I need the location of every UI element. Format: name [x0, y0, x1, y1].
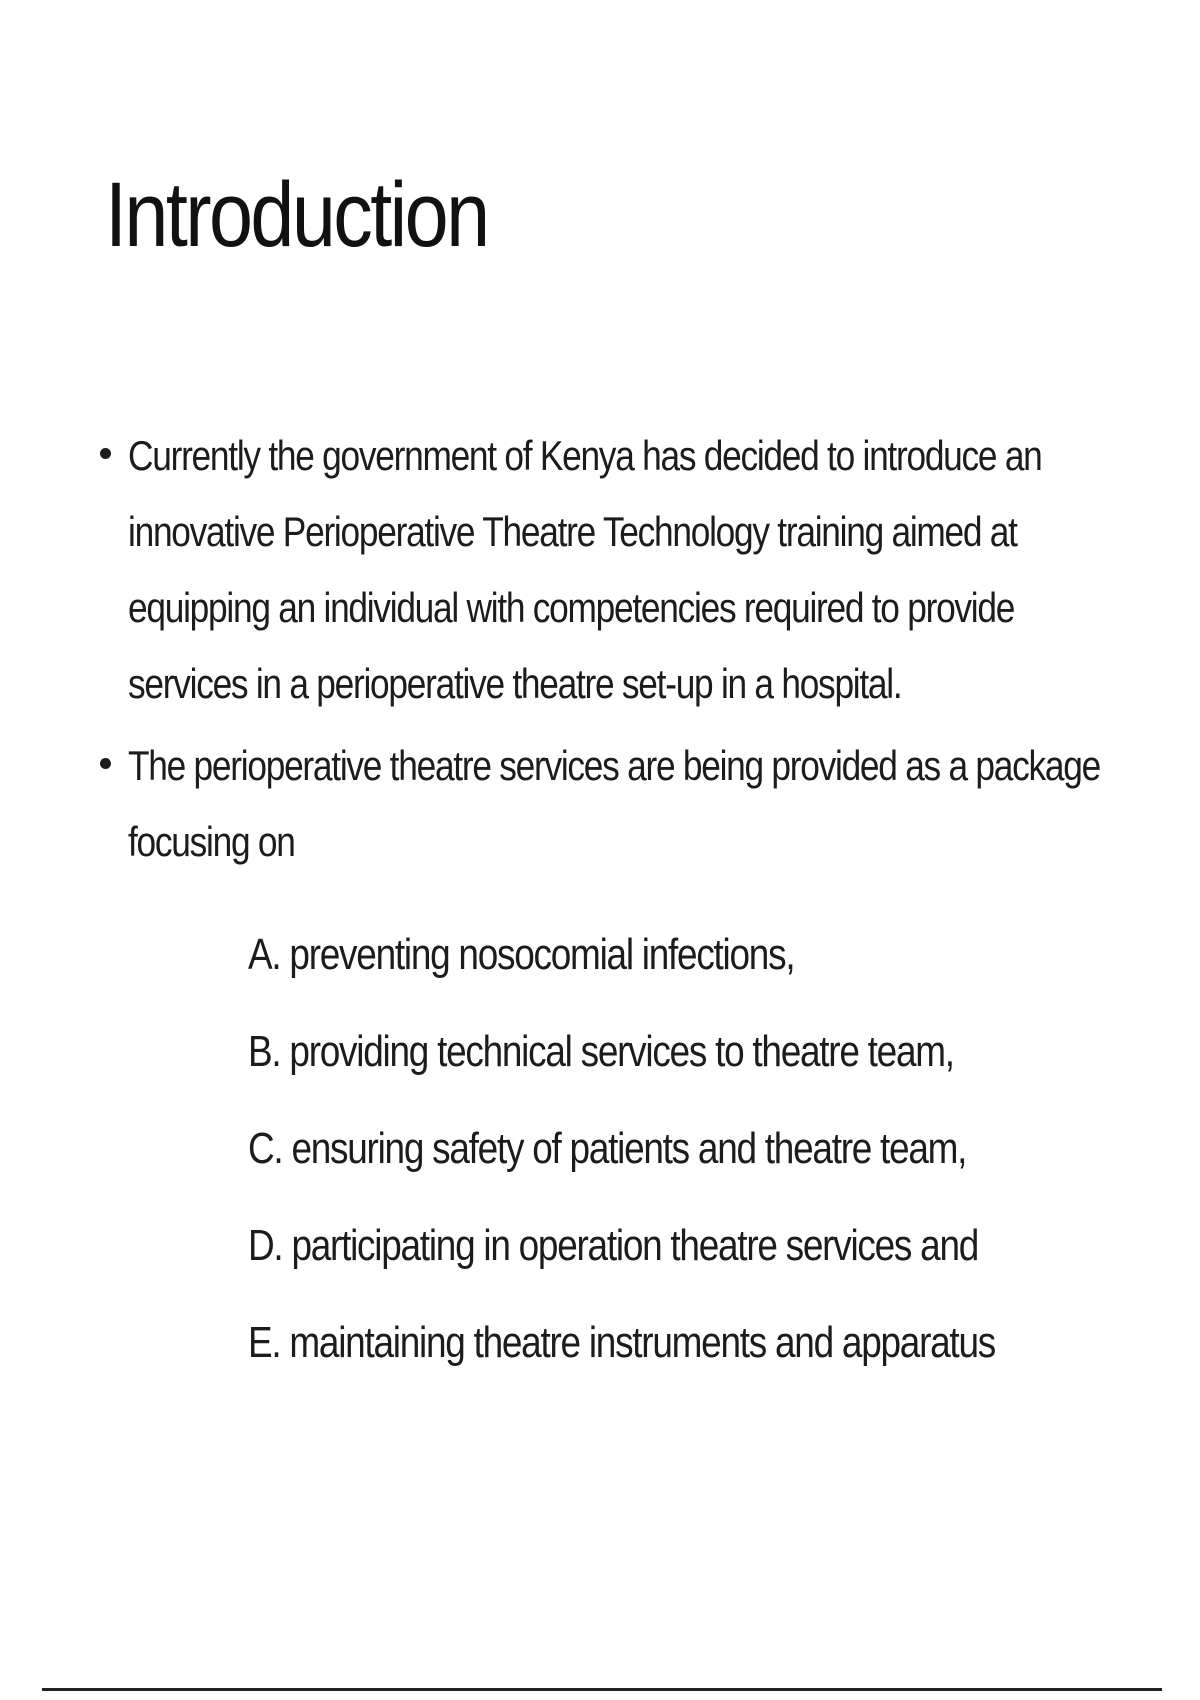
focus-item-c: C. ensuring safety of patients and theatre team,: [248, 1124, 967, 1173]
bullet-item: [100, 418, 1100, 722]
bullet-text: The perioperative theatre services are being provided as a package focusing on: [128, 742, 1100, 865]
slide-title: Introduction: [105, 164, 488, 266]
focus-item-b: B. providing technical services to theatre team,: [248, 1027, 954, 1076]
bottom-divider: [42, 1688, 1162, 1691]
focus-item-a: A. preventing nosocomial infections,: [248, 930, 795, 979]
focus-item-e: E. maintaining theatre instruments and apparatus: [248, 1318, 995, 1367]
focus-list: [248, 906, 1137, 1391]
bullet-item: [100, 728, 1100, 880]
bullet-dot-icon: [100, 448, 111, 459]
bullet-text: Currently the government of Kenya has decided to introduce an innovative Perioperative Theatre Technology training aimed at equipping an individual with competencies required to provide services in a perioperative theatre set-up in a hospital.: [128, 432, 1042, 707]
bullet-dot-icon: [100, 758, 111, 769]
bullet-list: [100, 418, 1100, 886]
focus-item-d: D. participating in operation theatre services and: [248, 1221, 979, 1270]
